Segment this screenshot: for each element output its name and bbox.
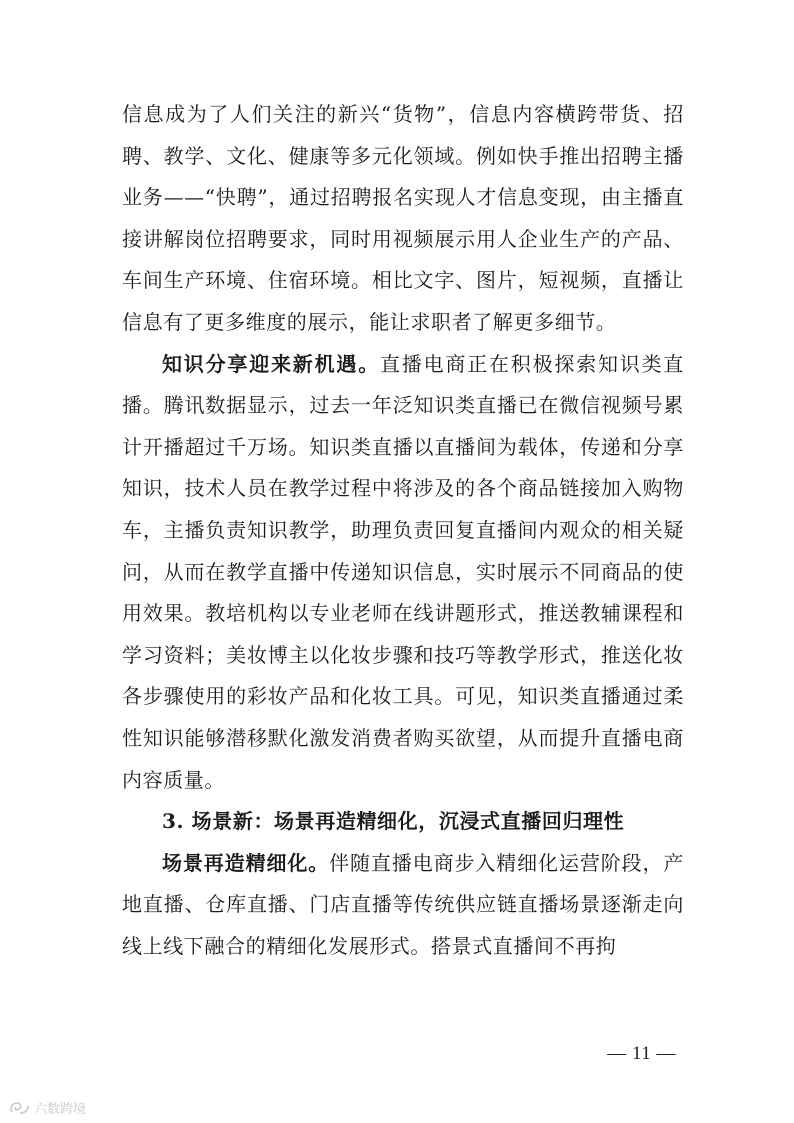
- paragraph-lead-scene-reconstruction: 场景再造精细化。: [162, 850, 330, 875]
- paragraph-scene-reconstruction: [122, 843, 684, 968]
- document-body: [122, 94, 684, 967]
- watermark-logo-icon: [8, 1100, 30, 1116]
- paragraph-body-knowledge-sharing: 直播电商正在积极探索知识类直播。腾讯数据显示，过去一年泛知识类直播已在微信视频号累计开播超过千万场。知识类直播以直播间为载体，传递和分享知识，技术人员在教学过程中将涉及的各个商品链接加入购物车，主播负责知识教学，助理负责回复直播间内观众的相关疑问，从而在教学直播中传递知识信息，实时展示不同商品的使用效果。教培机构以专业老师在线讲题形式，推送教辅课程和学习资料；美妆博主以化妆步骤和技巧等教学形式，推送化妆各步骤使用的彩妆产品和化妆工具。可见，知识类直播通过柔性知识能够潜移默化激发消费者购买欲望，从而提升直播电商内容质量。: [122, 351, 684, 792]
- section-heading: 3. 场景新：场景再造精细化，沉浸式直播回归理性: [162, 809, 625, 834]
- page-number: — 11 —: [607, 1043, 676, 1064]
- paragraph-information: 信息成为了人们关注的新兴“货物”，信息内容横跨带货、招聘、教学、文化、健康等多元化领域。例如快手推出招聘主播业务——“快聘”，通过招聘报名实现人才信息变现，由主播直接讲解岗位招聘要求，同时用视频展示用人企业生产的产品、车间生产环境、住宿环境。相比文字、图片，短视频，直播让信息有了更多维度的展示，能让求职者了解更多细节。: [122, 102, 684, 334]
- paragraph-lead-knowledge-sharing: 知识分享迎来新机遇。: [162, 351, 380, 376]
- paragraph-body-scene-reconstruction: 伴随直播电商步入精细化运营阶段，产地直播、仓库直播、门店直播等传统供应链直播场景逐渐走向线上线下融合的精细化发展形式。搭景式直播间不再拘: [122, 850, 684, 958]
- paragraph-knowledge-sharing: [122, 344, 684, 802]
- watermark-text: 六数跨境: [34, 1102, 87, 1117]
- watermark: [8, 1098, 86, 1117]
